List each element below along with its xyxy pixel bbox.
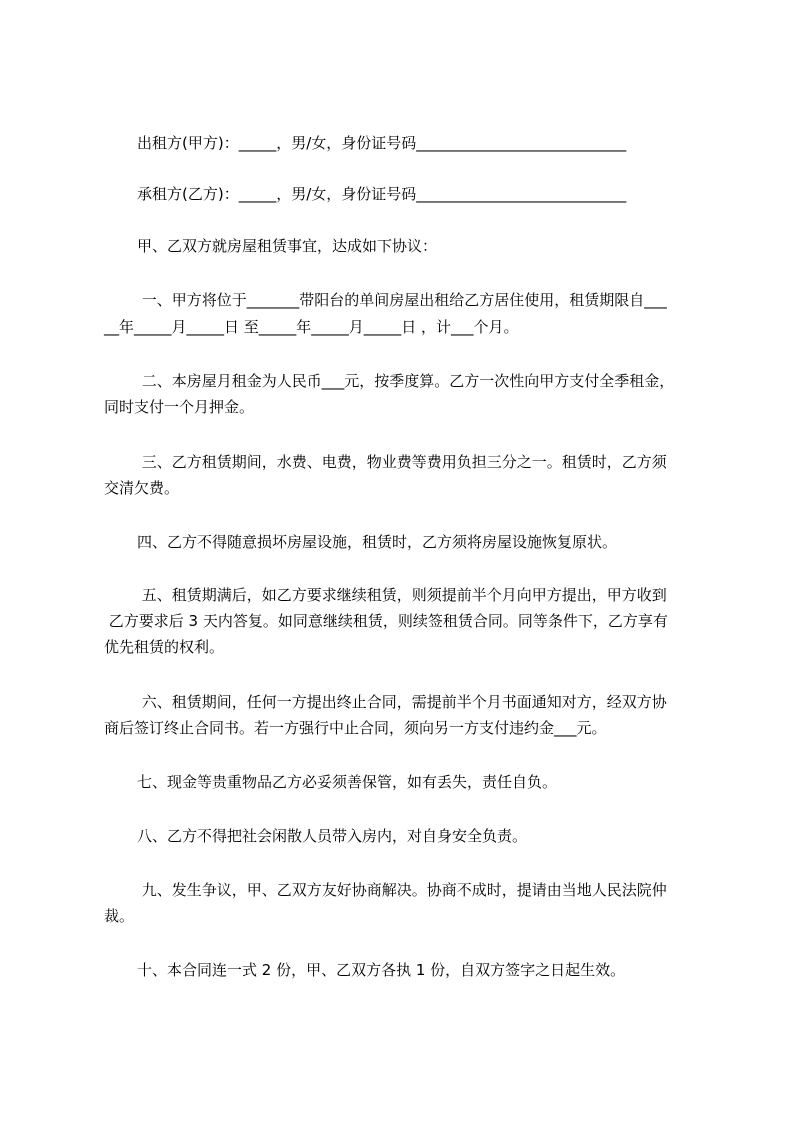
clause-1-line-2: __年_____月_____日 至_____年_____月_____日 ，计___个月。 <box>104 318 519 336</box>
clause-9-line-2: 裁。 <box>104 907 135 925</box>
clause-1-line-1: 一、甲方将位于_______带阳台的单间房屋出租给乙方居住使用，租赁期限自___ <box>137 291 667 309</box>
clause-5-line-1: 五、租赁期满后，如乙方要求继续租赁，则须提前半个月向甲方提出，甲方收到 <box>137 586 667 604</box>
lessee-line: 承租方(乙方)：_____，男/女，身份证号码____________________________ <box>137 185 627 203</box>
clause-3-line-1: 三、乙方租赁期间，水费、电费，物业费等费用负担三分之一。租赁时，乙方须 <box>137 453 667 471</box>
clause-5-line-3: 优先租赁的权利。 <box>104 638 225 656</box>
clause-5-line-2: 乙方要求后 3 天内答复。如同意继续租赁，则续签租赁合同。同等条件下，乙方享有 <box>104 612 668 630</box>
clause-7: 七、现金等贵重物品乙方必妥须善保管，如有丢失，责任自负。 <box>137 773 558 791</box>
clause-2-line-2: 同时支付一个月押金。 <box>104 398 255 416</box>
clause-4: 四、乙方不得随意损坏房屋设施，租赁时，乙方须将房屋设施恢复原状。 <box>137 533 618 551</box>
clause-8: 八、乙方不得把社会闲散人员带入房内，对自身安全负责。 <box>137 827 528 845</box>
clause-2-line-1: 二、本房屋月租金为人民币___元，按季度算。乙方一次性向甲方支付全季租金， <box>137 372 675 390</box>
lessor-line: 出租方(甲方)：_____，男/女，身份证号码____________________________ <box>137 134 627 152</box>
clause-6-line-2: 商后签订终止合同书。若一方强行中止合同，须向另一方支付违约金___元。 <box>104 719 607 737</box>
clause-3-line-2: 交清欠费。 <box>104 479 180 497</box>
agreement-intro: 甲、乙双方就房屋租赁事宜，达成如下协议： <box>137 237 438 255</box>
clause-6-line-1: 六、租赁期间，任何一方提出终止合同，需提前半个月书面通知对方，经双方协 <box>137 693 667 711</box>
clause-9-line-1: 九、发生争议，甲、乙双方友好协商解决。协商不成时，提请由当地人民法院仲 <box>137 881 667 899</box>
clause-10: 十、本合同连一式 2 份，甲、乙双方各执 1 份，自双方签字之日起生效。 <box>137 961 626 979</box>
